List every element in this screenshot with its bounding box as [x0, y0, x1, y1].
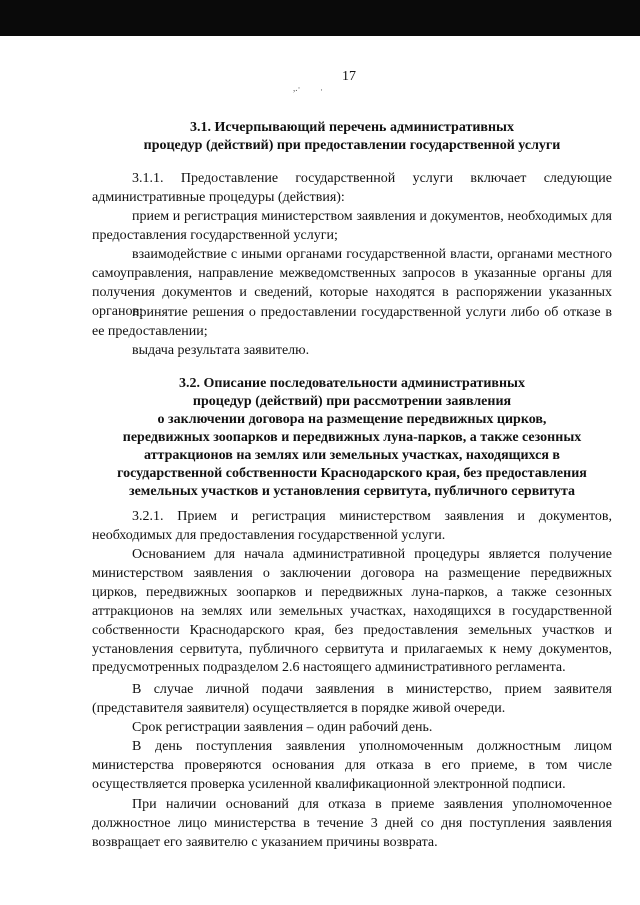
heading-line: земельных участков и установления сервитута, публичного сервитута: [128, 484, 576, 499]
scan-speck: ·: [320, 85, 323, 95]
section-heading: [92, 119, 612, 155]
paragraph: В день поступления заявления уполномоченным должностным лицом министерства проверяются основания для отказа в его приеме, в том числе осуществляется проверка усиленной квалификационной электронной подписи.: [92, 739, 612, 792]
paragraph: При наличии оснований для отказа в приеме заявления уполномоченное должностное лицо министерства в течение 3 дней со дня поступления заявления возвращает его заявителю с указанием причины возврата.: [92, 797, 612, 850]
heading-line: государственной собственности Краснодарского края, без предоставления: [117, 466, 587, 481]
paragraph: 3.1.1. Предоставление государственной услуги включает следующие административные процедуры (действия):: [92, 171, 612, 205]
paragraph: Срок регистрации заявления – один рабочий день.: [132, 720, 433, 735]
heading-line: о заключении договора на размещение передвижных цирков,: [157, 412, 547, 427]
heading-line: процедур (действий) при предоставлении государственной услуги: [143, 138, 561, 153]
heading-line: процедур (действий) при рассмотрении заявления: [192, 394, 512, 409]
scan-speck: ,.·: [293, 83, 301, 93]
paragraph: В случае личной подачи заявления в министерство, прием заявителя (представителя заявителя) осуществляется в порядке живой очереди.: [92, 682, 612, 716]
section-heading: [92, 375, 612, 501]
paragraph: 3.2.1. Прием и регистрация министерством заявления и документов, необходимых для предоставления государственной услуги.: [92, 509, 612, 543]
heading-line: 3.2. Описание последовательности административных: [179, 376, 525, 391]
page-number: 17: [342, 69, 356, 84]
paragraph: взаимодействие с иными органами государственной власти, органами местного самоуправления, направление межведомственных запросов в указанные органы для получения документов и сведений, которые находятся в распоряжении указанных органов;: [92, 247, 612, 319]
paragraph: выдача результата заявителю.: [132, 343, 310, 358]
paragraph: принятие решения о предоставлении государственной услуги либо об отказе в ее предоставлении;: [92, 305, 612, 339]
heading-line: аттракционов на землях или земельных участках, находящихся в: [144, 448, 560, 463]
scan-top-border: [0, 0, 640, 36]
heading-line: 3.1. Исчерпывающий перечень административных: [190, 120, 514, 135]
paragraph: прием и регистрация министерством заявления и документов, необходимых для предоставления государственной услуги;: [92, 209, 612, 243]
paragraph: Основанием для начала административной процедуры является получение министерством заявления о заключении договора на размещение передвижных цирков, передвижных зоопарков и передвижных луна-парков, а также сезонных аттракционов на землях или земельных участках, находящихся в государственной собственности Краснодарского края, без предоставления земельных участков и установления сервитута, публичного сервитута и прилагаемых к нему документов, предусмотренных подразделом 2.6 настоящего административного регламента.: [92, 547, 612, 676]
heading-line: передвижных зоопарков и передвижных луна-парков, а также сезонных: [122, 430, 582, 445]
